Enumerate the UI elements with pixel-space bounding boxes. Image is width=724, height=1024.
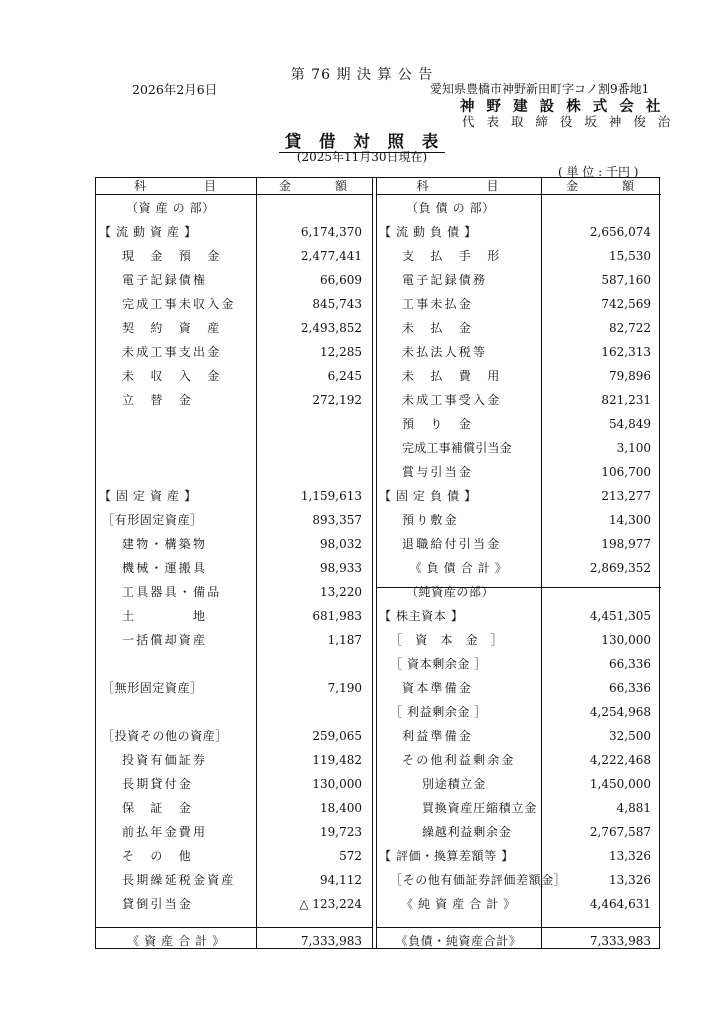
account-amount: 1,450,000 (589, 777, 651, 791)
account-label: 完成工事未収入金 (122, 297, 236, 311)
liability-row (376, 892, 661, 916)
account-amount: 4,451,305 (589, 609, 651, 623)
company-address: 愛知県豊橋市神野新田町字コノ割9番地1 (430, 82, 650, 96)
total-rule (96, 927, 372, 928)
account-label (100, 436, 252, 460)
account-amount: 13,326 (609, 849, 651, 863)
account-amount: 82,722 (609, 321, 651, 335)
account-amount: 7,190 (327, 681, 362, 695)
account-label: 資本準備金 (402, 681, 474, 695)
account-label: 立 替 金 (122, 393, 194, 407)
account-label: 預り敷金 (402, 513, 459, 527)
liability-row (376, 724, 661, 748)
account-label: 工事未払金 (402, 297, 474, 311)
asset-row (96, 484, 372, 508)
account-label: 《 純 資 産 合 計 》 (401, 897, 516, 911)
account-amount: 213,277 (601, 489, 651, 503)
account-label: ［無形固定資産］ (102, 681, 203, 695)
liabilities-header-row (376, 174, 661, 198)
liability-row (376, 820, 661, 844)
asset-row (96, 796, 372, 820)
account-label: 未 払 費 用 (402, 369, 502, 383)
account-amount: 4,222,468 (589, 753, 651, 767)
account-amount: 572 (339, 849, 362, 863)
account-amount (541, 196, 651, 220)
account-label: 建物・構築物 (122, 537, 208, 551)
account-amount: 7,333,983 (589, 934, 651, 948)
asset-row (96, 892, 372, 916)
account-amount: 13,326 (609, 873, 651, 887)
account-label: ［投資その他の資産］ (102, 729, 229, 743)
account-amount: 15,530 (609, 249, 651, 263)
account-label: 【 固 定 資 産 】 (99, 489, 197, 503)
asset-row (96, 628, 372, 652)
account-label: 別途積立金 (422, 777, 487, 791)
account-label: 機械・運搬具 (122, 561, 208, 575)
account-label: 買換資産圧縮積立金 (422, 801, 538, 815)
account-amount: 1,187 (327, 633, 362, 647)
account-amount (256, 460, 362, 484)
asset-row (96, 412, 372, 436)
account-amount: 54,849 (609, 417, 651, 431)
asset-row (96, 340, 372, 364)
account-amount: 6,245 (327, 369, 362, 383)
account-amount: 130,000 (601, 633, 651, 647)
account-amount (256, 412, 362, 436)
asset-row (96, 700, 372, 724)
account-amount (541, 580, 651, 604)
liability-row (376, 220, 661, 244)
account-amount: 66,336 (609, 657, 651, 671)
account-amount: 98,032 (320, 537, 362, 551)
account-amount: 259,065 (312, 729, 362, 743)
account-label: 工具器具・備品 (122, 585, 222, 599)
account-label: 未 払 金 (402, 321, 474, 335)
liability-row (376, 196, 661, 220)
account-amount: 94,112 (320, 873, 362, 887)
account-label: 貸倒引当金 (122, 897, 194, 911)
amount-header: 金 額 (278, 179, 349, 193)
amount-header: 金 額 (565, 179, 636, 193)
account-amount (256, 196, 362, 220)
account-label: 預 り 金 (402, 417, 474, 431)
asset-row (96, 292, 372, 316)
account-label: ［有形固定資産］ (102, 513, 203, 527)
account-amount: 79,896 (609, 369, 651, 383)
account-label: 《 資 産 合 計 》 (127, 934, 225, 948)
liability-row (376, 532, 661, 556)
account-label: 退職給付引当金 (402, 537, 502, 551)
asset-row (96, 388, 372, 412)
liability-row (376, 772, 661, 796)
account-amount: 32,500 (609, 729, 651, 743)
account-amount: 6,174,370 (300, 225, 362, 239)
account-amount: 98,933 (320, 561, 362, 575)
account-label: ［ 利益剰余金 ］ (390, 705, 488, 719)
account-header: 科 目 (133, 179, 218, 193)
account-label: 未 収 入 金 (122, 369, 222, 383)
account-amount: 3,100 (616, 441, 651, 455)
account-label (100, 412, 252, 436)
account-amount (256, 700, 362, 724)
asset-row (96, 724, 372, 748)
account-amount: 198,977 (601, 537, 651, 551)
unit-label: ( 単 位 : 千円 ) (558, 165, 639, 179)
account-label: 【 評価・換算差額等 】 (379, 849, 514, 863)
account-label: 未成工事支出金 (122, 345, 222, 359)
account-label: 支 払 手 形 (402, 249, 502, 263)
asset-row (96, 460, 372, 484)
liability-row (376, 796, 661, 820)
account-amount: 2,493,852 (300, 321, 362, 335)
liability-row (376, 844, 661, 868)
assets-header-row (96, 174, 372, 198)
asset-row (96, 268, 372, 292)
representative: 代 表 取 締 役 坂 神 俊 治 (462, 114, 675, 129)
liability-row (376, 244, 661, 268)
liability-row (376, 628, 661, 652)
account-label (100, 460, 252, 484)
liability-row (376, 929, 661, 953)
account-label: ［ 資本剰余金 ］ (390, 657, 488, 671)
account-amount: 13,220 (320, 585, 362, 599)
notice-date: 2026年2月6日 (132, 82, 218, 97)
liability-row (376, 556, 661, 580)
account-label: （負 債 の 部） (406, 201, 495, 215)
account-amount: 2,767,587 (589, 825, 651, 839)
account-amount: 4,881 (616, 801, 651, 815)
asset-row (96, 508, 372, 532)
asset-row (96, 772, 372, 796)
asset-row (96, 580, 372, 604)
asset-row (96, 748, 372, 772)
account-amount: 2,477,441 (300, 249, 362, 263)
account-label: 保 証 金 (122, 801, 194, 815)
as-of-date: (2025年11月30日現在) (296, 150, 428, 164)
asset-row (96, 220, 372, 244)
asset-row (96, 556, 372, 580)
asset-row (96, 436, 372, 460)
account-label (100, 700, 252, 724)
liability-row (376, 676, 661, 700)
asset-row (96, 868, 372, 892)
account-amount: 66,609 (320, 273, 362, 287)
asset-row (96, 196, 372, 220)
account-label: 【 固 定 負 債 】 (379, 489, 477, 503)
account-label: 【 流 動 資 産 】 (99, 225, 197, 239)
account-amount: 681,983 (312, 609, 362, 623)
account-amount: 130,000 (312, 777, 362, 791)
sheet-title-text: 貸 借 対 照 表 (279, 132, 445, 153)
liability-row (376, 748, 661, 772)
account-amount: 742,569 (601, 297, 651, 311)
account-label: 完成工事補償引当金 (402, 441, 512, 455)
account-label: （資 産 の 部） (126, 201, 215, 215)
account-label: 現 金 預 金 (122, 249, 222, 263)
account-amount: 4,254,968 (589, 705, 651, 719)
account-label: 利益準備金 (402, 729, 474, 743)
account-amount: 19,723 (320, 825, 362, 839)
liability-row (376, 460, 661, 484)
account-amount: 1,159,613 (300, 489, 362, 503)
account-amount: 162,313 (601, 345, 651, 359)
asset-row (96, 364, 372, 388)
liability-row (376, 340, 661, 364)
account-label: 一括償却資産 (122, 633, 208, 647)
liability-row (376, 292, 661, 316)
asset-row (96, 820, 372, 844)
asset-row (96, 652, 372, 676)
account-label: 【 流 動 負 債 】 (379, 225, 477, 239)
account-label: 《負債・純資産合計》 (395, 934, 522, 948)
asset-row (96, 676, 372, 700)
liability-row (376, 700, 661, 724)
liability-row (376, 484, 661, 508)
account-amount (256, 652, 362, 676)
account-amount: 7,333,983 (300, 934, 362, 948)
center-divider (372, 178, 373, 948)
balance-sheet-table (95, 177, 660, 949)
account-amount: 2,869,352 (589, 561, 651, 575)
account-label: 未払法人税等 (402, 345, 488, 359)
account-amount: 14,300 (609, 513, 651, 527)
account-amount: 4,464,631 (589, 897, 651, 911)
account-label: 土 地 (122, 609, 208, 623)
liability-row (376, 604, 661, 628)
account-label: 電子記録債務 (402, 273, 488, 287)
account-label (100, 652, 252, 676)
account-amount: 66,336 (609, 681, 651, 695)
total-rule (376, 927, 661, 928)
company-name: 神 野 建 設 株 式 会 社 (460, 98, 664, 115)
account-label: 【 株主資本 】 (379, 609, 464, 623)
asset-row (96, 532, 372, 556)
account-label: 未成工事受入金 (402, 393, 502, 407)
account-amount: 821,231 (601, 393, 651, 407)
account-amount: 18,400 (320, 801, 362, 815)
account-label: そ の 他 (122, 849, 194, 863)
account-label: 長期繰延税金資産 (122, 873, 236, 887)
account-label: 投資有価証券 (122, 753, 208, 767)
account-label: 賞与引当金 (402, 465, 474, 479)
account-amount: 106,700 (601, 465, 651, 479)
account-label: 《 負 債 合 計 》 (409, 561, 508, 575)
account-label: その他利益剰余金 (402, 753, 516, 767)
account-label: ［その他有価証券評価差額金］ (390, 873, 567, 887)
asset-row (96, 844, 372, 868)
account-amount: 2,656,074 (589, 225, 651, 239)
liability-row (376, 364, 661, 388)
liability-row (376, 508, 661, 532)
account-amount: 893,357 (312, 513, 362, 527)
asset-row (96, 244, 372, 268)
account-amount: 12,285 (320, 345, 362, 359)
account-amount: 272,192 (312, 393, 362, 407)
account-amount: 119,482 (312, 753, 362, 767)
asset-row (96, 604, 372, 628)
notice-title: 第 76 期 決 算 公 告 (290, 67, 434, 83)
liability-row (376, 436, 661, 460)
account-label: （純資産の部） (406, 585, 495, 599)
account-amount (256, 436, 362, 460)
account-label: 繰越利益剰余金 (422, 825, 512, 839)
liability-row (376, 316, 661, 340)
liability-row (376, 652, 661, 676)
account-label: 電子記録債権 (122, 273, 208, 287)
account-header: 科 目 (416, 179, 501, 193)
account-amount: 845,743 (312, 297, 362, 311)
account-label: 契 約 資 産 (122, 321, 222, 335)
liability-row (376, 412, 661, 436)
asset-row (96, 316, 372, 340)
liability-row (376, 580, 661, 604)
account-label: 長期貸付金 (122, 777, 194, 791)
liability-row (376, 868, 661, 892)
asset-row (96, 929, 372, 953)
account-amount: △ 123,224 (299, 897, 362, 911)
liability-row (376, 268, 661, 292)
liability-row (376, 388, 661, 412)
account-label: 前払年金費用 (122, 825, 208, 839)
account-label: ［ 資 本 金 ］ (390, 633, 504, 647)
account-amount: 587,160 (601, 273, 651, 287)
